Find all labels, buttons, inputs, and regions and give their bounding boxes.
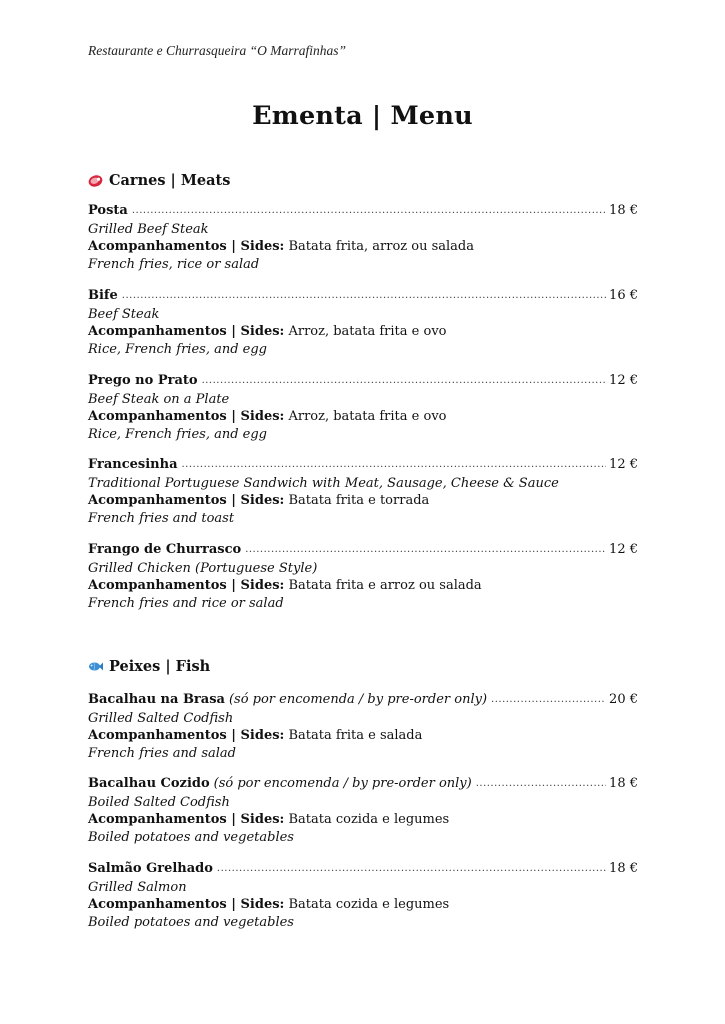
- item-name: Bacalhau na Brasa: [88, 692, 225, 707]
- sides-english: Rice, French fries, and egg: [88, 426, 267, 442]
- sides-label: Acompanhamentos | Sides:: [88, 239, 285, 255]
- sides-label: Acompanhamentos | Sides:: [88, 493, 285, 509]
- item-name: Posta: [88, 203, 128, 218]
- section-heading-fish: [88, 658, 210, 675]
- item-english-name: Grilled Beef Steak: [88, 221, 209, 237]
- item-name: Salmão Grelhado: [88, 861, 213, 876]
- dot-leader: [122, 287, 606, 305]
- sides-english: Rice, French fries, and egg: [88, 341, 267, 357]
- menu-item: [88, 372, 638, 443]
- item-name: Bacalhau Cozido: [88, 776, 210, 791]
- item-price: 18 €: [609, 203, 638, 218]
- sides-text: Batata cozida e legumes: [284, 897, 450, 913]
- item-name: Francesinha: [88, 457, 178, 472]
- sides-label: Acompanhamentos | Sides:: [88, 897, 285, 913]
- item-english-name: Traditional Portuguese Sandwich with Meat, Sausage, Cheese & Sauce: [88, 475, 559, 491]
- sides-label: Acompanhamentos | Sides:: [88, 812, 285, 828]
- dot-leader: [217, 860, 606, 878]
- sides-english: French fries, rice or salad: [88, 256, 260, 272]
- item-price: 12 €: [609, 457, 638, 472]
- sides-text: Batata frita e torrada: [284, 493, 430, 509]
- item-price: 12 €: [609, 542, 638, 557]
- sides-text: Batata frita e salada: [284, 728, 423, 744]
- item-price: 12 €: [609, 373, 638, 388]
- item-price: 16 €: [609, 288, 638, 303]
- menu-item: [88, 456, 638, 527]
- menu-item: [88, 775, 638, 846]
- item-english-name: Grilled Salted Codfish: [88, 710, 234, 726]
- dot-leader: [132, 202, 606, 220]
- menu-item: [88, 691, 638, 762]
- item-note: (só por encomenda / by pre-order only): [228, 692, 488, 707]
- sides-label: Acompanhamentos | Sides:: [88, 728, 285, 744]
- menu-item: [88, 541, 638, 612]
- sides-label: Acompanhamentos | Sides:: [88, 409, 285, 425]
- item-note: (só por encomenda / by pre-order only): [213, 776, 472, 791]
- item-price: 18 €: [609, 776, 638, 791]
- sides-text: Arroz, batata frita e ovo: [284, 324, 447, 340]
- item-english-name: Grilled Salmon: [88, 879, 187, 895]
- sides-english: Boiled potatoes and vegetables: [88, 829, 294, 845]
- menu-item: [88, 202, 638, 273]
- section-heading-label: Peixes | Fish: [109, 658, 211, 675]
- item-english-name: Beef Steak: [88, 306, 160, 322]
- sides-english: Boiled potatoes and vegetables: [88, 914, 294, 930]
- item-english-name: Beef Steak on a Plate: [88, 391, 230, 407]
- fish-icon: [88, 660, 103, 673]
- menu-item: [88, 860, 638, 931]
- dot-leader: [245, 541, 606, 559]
- restaurant-name: Restaurante e Churrasqueira “O Marrafinhas”: [88, 43, 347, 58]
- item-name: Bife: [88, 288, 118, 303]
- meat-icon: [88, 174, 103, 188]
- dot-leader: [491, 691, 606, 709]
- dot-leader: [476, 775, 606, 793]
- item-name: Prego no Prato: [88, 373, 198, 388]
- dot-leader: [202, 372, 606, 390]
- item-price: 20 €: [609, 692, 638, 707]
- sides-text: Batata frita, arroz ou salada: [284, 239, 474, 255]
- section-heading-label: Carnes | Meats: [109, 172, 231, 189]
- section-heading-meats: [88, 172, 230, 189]
- item-name: Frango de Churrasco: [88, 542, 242, 557]
- sides-label: Acompanhamentos | Sides:: [88, 578, 285, 594]
- sides-english: French fries and toast: [88, 510, 235, 526]
- sides-english: French fries and rice or salad: [88, 595, 284, 611]
- sides-english: French fries and salad: [88, 745, 236, 761]
- sides-text: Batata cozida e legumes: [284, 812, 450, 828]
- item-english-name: Grilled Chicken (Portuguese Style): [88, 560, 318, 576]
- sides-text: Arroz, batata frita e ovo: [284, 409, 447, 425]
- sides-label: Acompanhamentos | Sides:: [88, 324, 285, 340]
- item-price: 18 €: [609, 861, 638, 876]
- page-title: Ementa | Menu: [252, 101, 473, 131]
- item-english-name: Boiled Salted Codfish: [88, 794, 230, 810]
- sides-text: Batata frita e arroz ou salada: [284, 578, 482, 594]
- dot-leader: [182, 456, 607, 474]
- menu-item: [88, 287, 638, 358]
